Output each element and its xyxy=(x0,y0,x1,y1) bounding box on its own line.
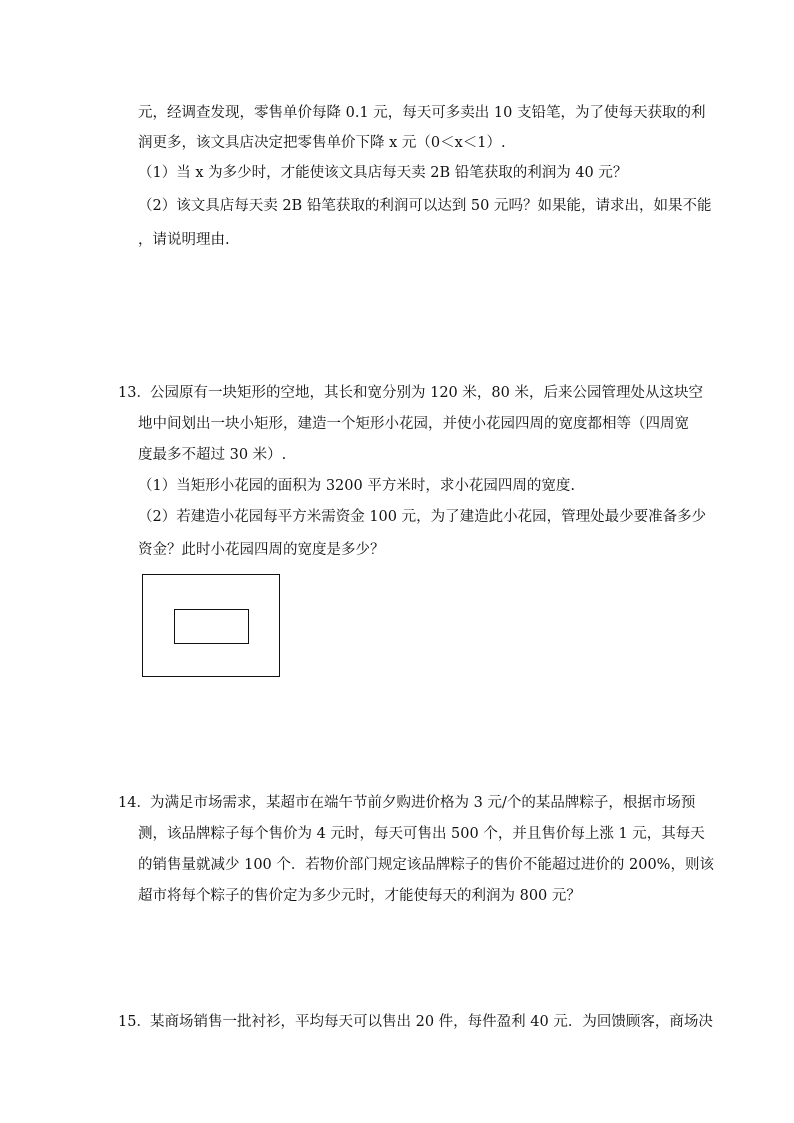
q13-line-1: 公园原有一块矩形的空地，其长和宽分别为 120 米，80 米，后来公园管理处从这块空 xyxy=(150,385,703,401)
q12-part-1: （1）当 x 为多少时，才能使该文具店每天卖 2B 铅笔获取的利润为 40 元？ xyxy=(138,165,628,181)
q14-number: 14． xyxy=(118,795,151,811)
q12-part-2: （2）该文具店每天卖 2B 铅笔获取的利润可以达到 50 元吗？如果能，请求出，如果不能 xyxy=(138,198,712,214)
q14-line-2: 测，该品牌粽子每个售价为 4 元时，每天可售出 500 个，并且售价每上涨 1 元，其每天 xyxy=(138,826,705,842)
q13-part-1: （1）当矩形小花园的面积为 3200 平方米时，求小花园四周的宽度. xyxy=(138,478,575,494)
rectangle-figure xyxy=(142,574,280,677)
q13-part-2-cont: 资金？此时小花园四周的宽度是多少？ xyxy=(138,542,385,558)
q12-line-1: 元，经调查发现，零售单价每降 0.1 元，每天可多卖出 10 支铅笔，为了使每天获取的利 xyxy=(138,105,706,121)
q12-part-2-cont: ，请说明理由. xyxy=(138,232,230,248)
q14-line-4: 超市将每个粽子的售价定为多少元时，才能使每天的利润为 800 元？ xyxy=(138,888,581,904)
q15-number: 15． xyxy=(118,1014,151,1030)
q13-number: 13． xyxy=(118,385,151,401)
q12-line-2: 润更多，该文具店决定把零售单价下降 x 元（0＜x＜1）. xyxy=(138,135,506,151)
q13-line-3: 度最多不超过 30 米）. xyxy=(138,447,287,463)
q15-line-1: 某商场销售一批衬衫，平均每天可以售出 20 件，每件盈利 40 元．为回馈顾客，商场决 xyxy=(150,1014,713,1030)
inner-rectangle xyxy=(174,609,249,644)
q13-part-2: （2）若建造小花园每平方米需资金 100 元，为了建造此小花园，管理处最少要准备多少 xyxy=(138,509,707,525)
q13-line-2: 地中间划出一块小矩形，建造一个矩形小花园，并使小花园四周的宽度都相等（四周宽 xyxy=(138,416,689,432)
q14-line-3: 的销售量就减少 100 个．若物价部门规定该品牌粽子的售价不能超过进价的 200%，则该 xyxy=(138,857,714,873)
q14-line-1: 为满足市场需求，某超市在端午节前夕购进价格为 3 元/个的某品牌粽子，根据市场预 xyxy=(150,795,696,811)
